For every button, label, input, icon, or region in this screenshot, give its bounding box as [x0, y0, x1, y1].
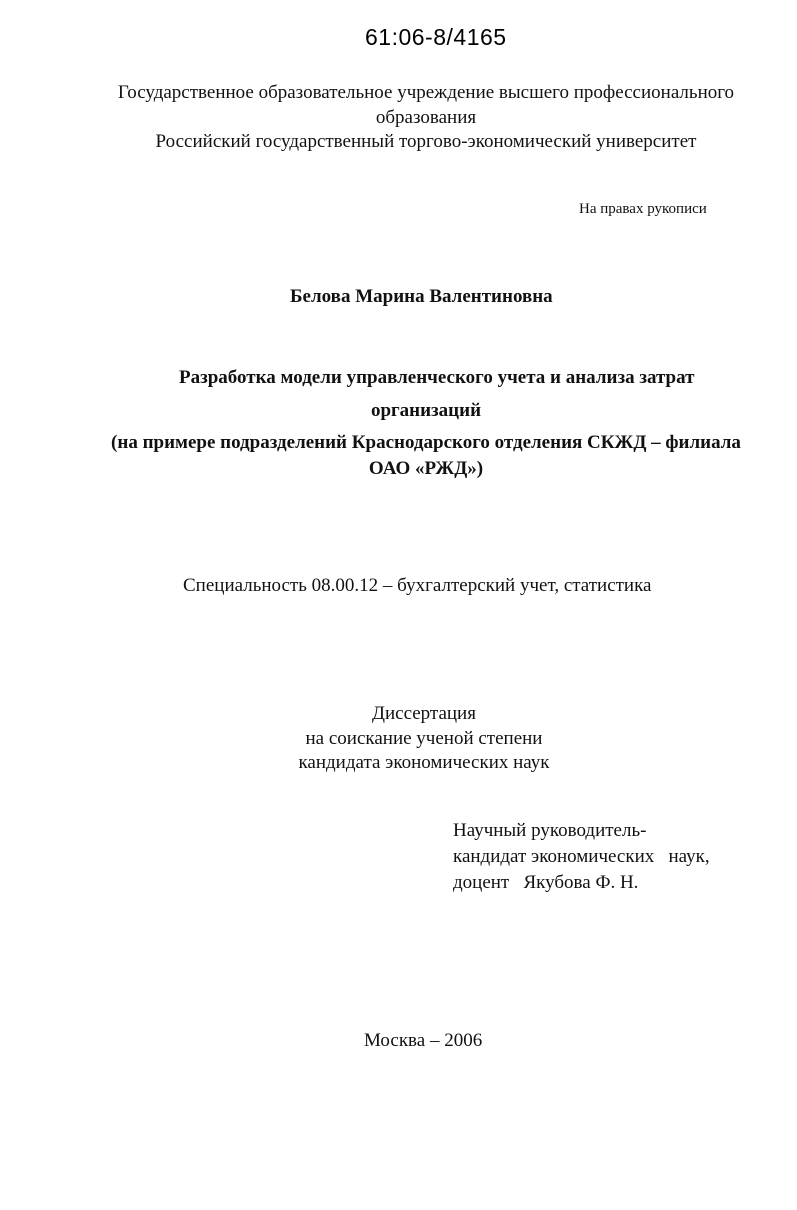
- author-name: Белова Марина Валентиновна: [290, 286, 553, 307]
- rights-note: На правах рукописи: [579, 201, 707, 217]
- supervisor-line-1: Научный руководитель-: [453, 820, 647, 841]
- supervisor-line-3: доцент Якубова Ф. Н.: [453, 872, 639, 893]
- title-line-3: (на примере подразделений Краснодарского отделения СКЖД – филиала: [111, 432, 741, 453]
- dissertation-line-2: на соискание ученой степени: [305, 727, 543, 749]
- city-year: Москва – 2006: [364, 1030, 483, 1051]
- catalog-number: 61:06-8/4165: [365, 24, 507, 50]
- institution-line-2: образования: [375, 106, 477, 128]
- title-line-2: организаций: [370, 400, 482, 421]
- institution-line-3: Российский государственный торгово-экономический университет: [155, 131, 697, 152]
- dissertation-line-1: Диссертация: [372, 703, 476, 724]
- institution-line-1: Государственное образовательное учреждение высшего профессионального: [117, 82, 735, 103]
- title-line-4: ОАО «РЖД»): [368, 458, 484, 479]
- title-subtitle: [0, 430, 797, 482]
- supervisor-line-2: кандидат экономических наук,: [453, 846, 710, 867]
- supervisor-block: [453, 818, 710, 896]
- dissertation-line-3: кандидата экономических наук: [298, 752, 550, 773]
- title-line-1: Разработка модели управленческого учета и анализа затрат: [179, 367, 695, 388]
- specialty: Специальность 08.00.12 – бухгалтерский учет, статистика: [183, 575, 652, 596]
- institution-block: [0, 81, 797, 155]
- dissertation-block: [0, 702, 797, 776]
